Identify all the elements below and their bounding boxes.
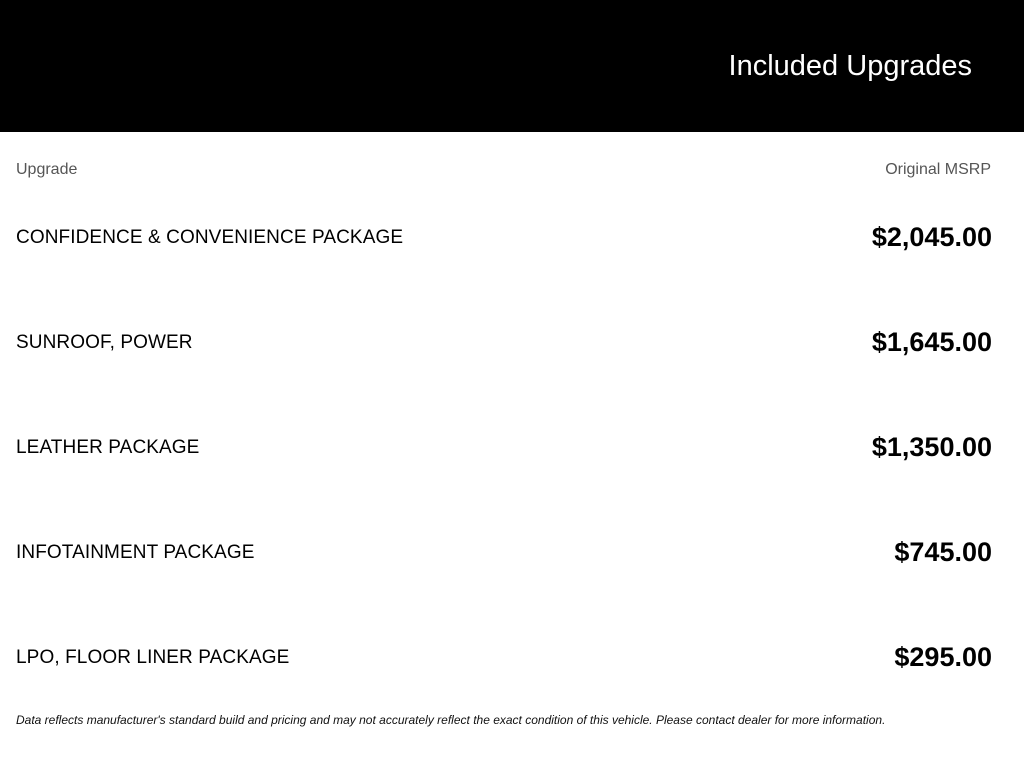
- upgrade-row: [16, 406, 992, 511]
- upgrade-name: CONFIDENCE & CONVENIENCE PACKAGE: [16, 227, 404, 248]
- upgrade-name: LPO, FLOOR LINER PACKAGE: [16, 647, 290, 668]
- upgrades-list: [16, 196, 992, 721]
- page-header: [0, 0, 1024, 132]
- upgrade-row: [16, 301, 992, 406]
- upgrade-price: $1,645.00: [871, 327, 992, 357]
- disclaimer-text: Data reflects manufacturer's standard build and pricing and may not accurately reflect the exact condition of this vehicle. Please contact dealer for more information.: [16, 713, 886, 727]
- upgrade-name: INFOTAINMENT PACKAGE: [16, 542, 255, 563]
- upgrade-row: [16, 196, 992, 301]
- upgrade-price: $745.00: [894, 537, 992, 567]
- upgrade-column-header: Upgrade: [16, 161, 78, 178]
- upgrade-price: $1,350.00: [871, 432, 992, 462]
- upgrade-row: [16, 616, 992, 721]
- page-title: Included Upgrades: [728, 50, 972, 82]
- upgrade-row: [16, 511, 992, 616]
- msrp-column-header: Original MSRP: [885, 161, 991, 178]
- upgrade-name: LEATHER PACKAGE: [16, 437, 200, 458]
- upgrade-name: SUNROOF, POWER: [16, 332, 193, 353]
- upgrade-price: $295.00: [894, 642, 992, 672]
- upgrade-price: $2,045.00: [871, 222, 992, 252]
